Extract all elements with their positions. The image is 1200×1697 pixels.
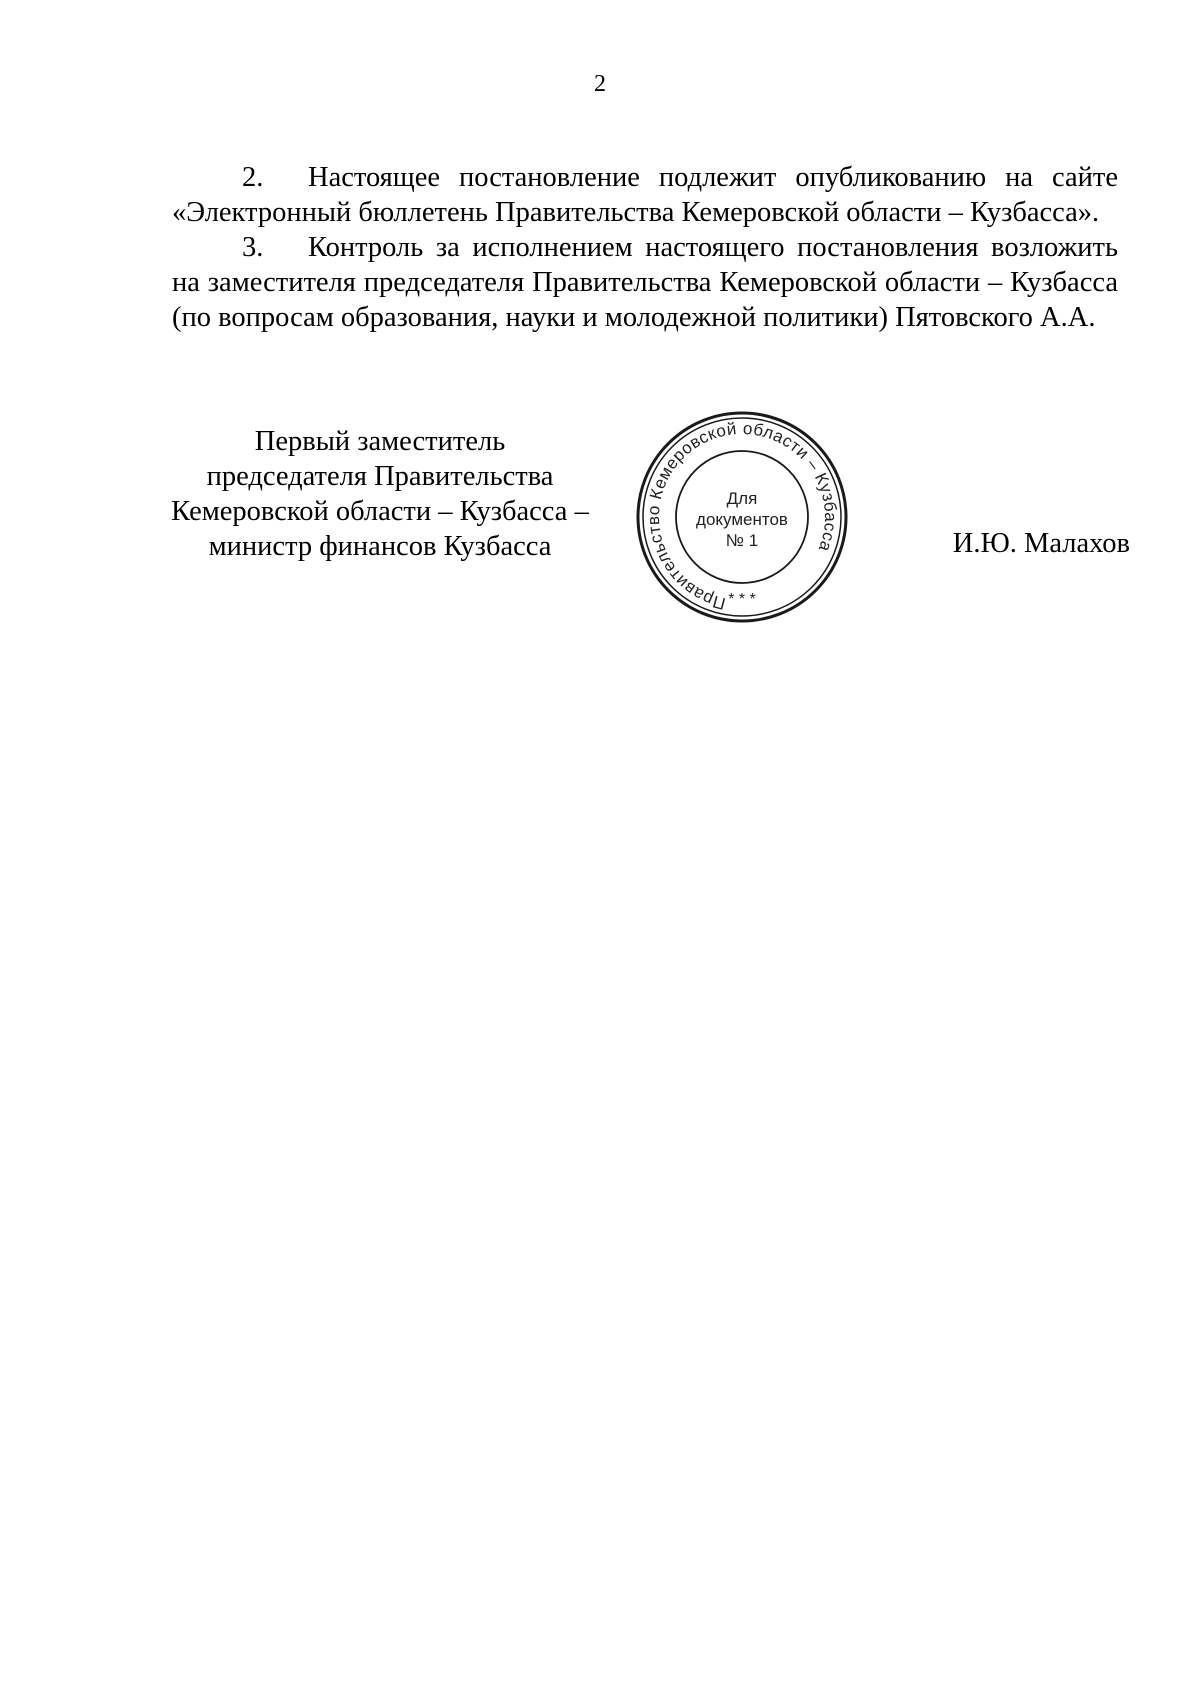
- seal-graphic: [632, 407, 852, 627]
- seal-stars: * * *: [728, 591, 756, 608]
- seal-center-line: документов: [696, 510, 788, 529]
- page-number: 2: [594, 71, 606, 97]
- official-seal: [632, 407, 852, 627]
- signatory-title-line: Кемеровской области – Кузбасса –: [171, 496, 589, 527]
- signatory-title-line: Первый заместитель: [254, 426, 506, 457]
- paragraph-text: Контроль за исполнением настоящего постановления возложить на заместителя председателя Правительства Кемеровской области – Кузбасса (по вопросам образования, науки и молодежной политики) Пятовского А.А.: [172, 232, 1118, 333]
- seal-center-line: № 1: [725, 531, 759, 550]
- signatory-title: [160, 424, 600, 564]
- seal-ring-text: Правительство Кемеровской области – Кузбасса: [643, 418, 841, 614]
- paragraph-3: [172, 230, 1118, 335]
- signatory-title-line: министр финансов Кузбасса: [208, 531, 552, 562]
- signatory-name: И.Ю. Малахов: [952, 528, 1130, 559]
- paragraph-2: [172, 160, 1118, 230]
- paragraph-number: 2.: [242, 162, 264, 193]
- seal-center-line: Для: [726, 489, 758, 508]
- signatory-title-line: председателя Правительства: [206, 461, 554, 492]
- document-body: [172, 160, 1118, 335]
- paragraph-number: 3.: [242, 232, 264, 263]
- paragraph-text: Настоящее постановление подлежит опубликованию на сайте «Электронный бюллетень Правительства Кемеровской области – Кузбасса».: [172, 162, 1118, 228]
